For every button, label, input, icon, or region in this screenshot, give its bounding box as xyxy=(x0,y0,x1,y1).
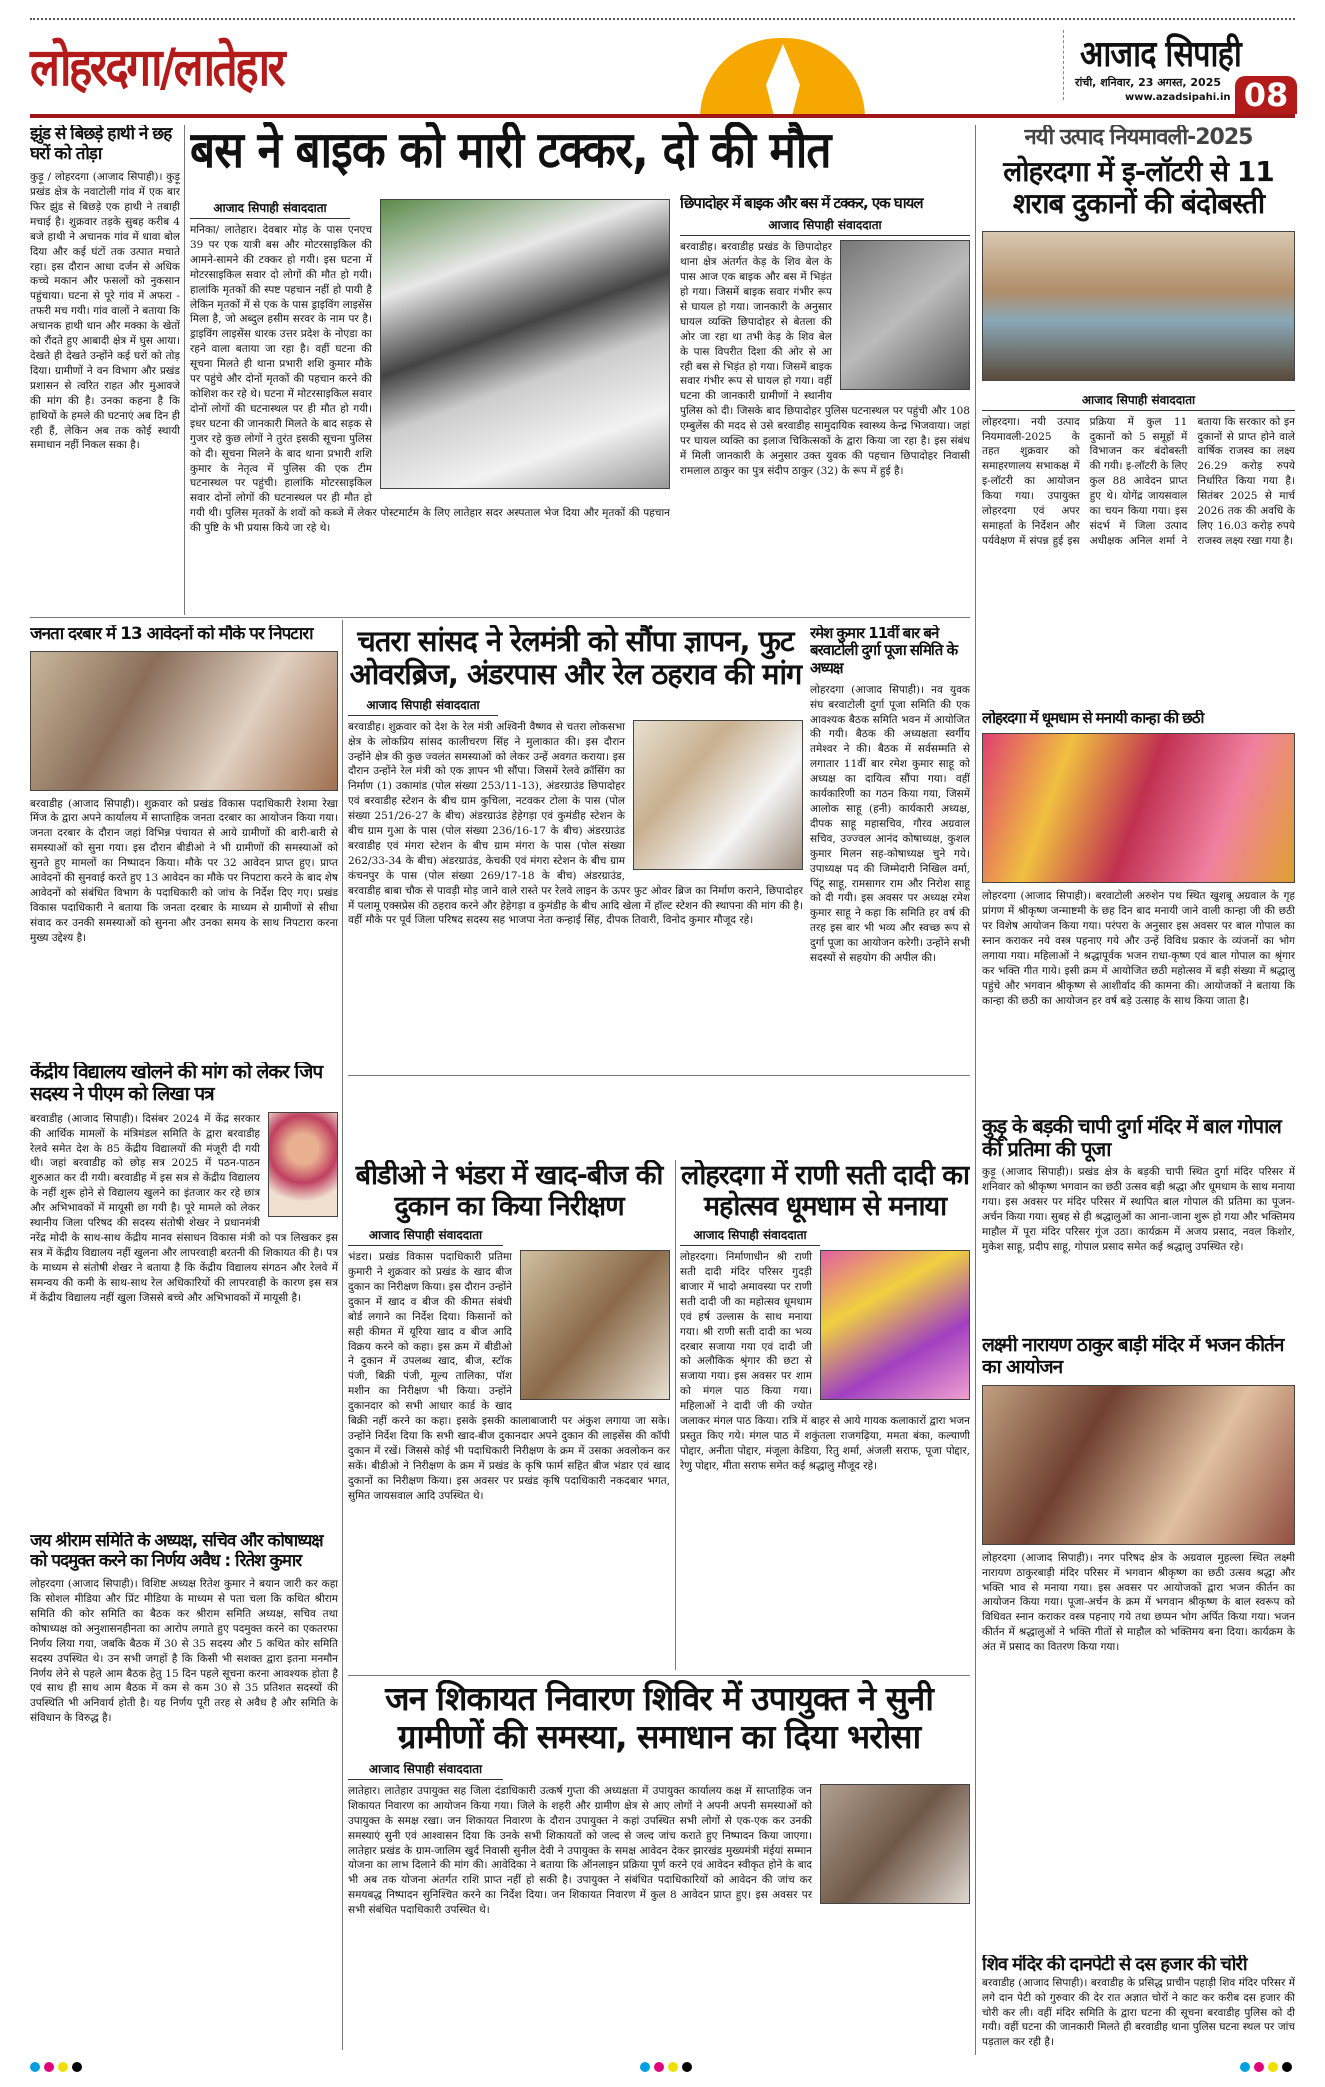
cyan-mark xyxy=(30,2062,40,2072)
column-divider xyxy=(675,1160,676,1670)
headline: कुड़ू के बड़की चापी दुर्गा मंदिर में बाल गोपाल की प्रतिमा की पूजा xyxy=(982,1115,1281,1161)
story-body-container xyxy=(680,1250,970,1474)
fertilizer-shop-photo xyxy=(520,1250,670,1400)
headline: लक्ष्मी नारायण ठाकुर बाड़ी मंदिर में भजन कीर्तन का आयोजन xyxy=(982,1335,1284,1378)
headline: चतरा सांसद ने रेलमंत्री को सौंपा ज्ञापन, फुट ओवरब्रिज, अंडरपास और रेल ठहराव की मांग xyxy=(349,625,802,692)
header-red-rule xyxy=(30,114,1295,118)
story-body-container xyxy=(30,1112,338,1306)
row-divider xyxy=(30,617,970,618)
headline: केंद्रीय विद्यालय खोलने की मांग को लेकर जिप सदस्य ने पीएम को लिखा पत्र xyxy=(30,1062,323,1105)
row-divider xyxy=(348,1075,970,1076)
column-divider xyxy=(975,125,976,2055)
byline: आजाद सिपाही संवाददाता xyxy=(348,1226,503,1246)
story-body-container xyxy=(348,1784,970,1918)
story-chatra xyxy=(348,625,803,1070)
story-body: कुड़ू / लोहरदगा (आजाद सिपाही)। कुड़ू प्रखंड क्षेत्र के नवाटोली गांव में एक बार फिर झुंड से बिछड़े एक हाथी ने तबाही मचाई है। शुक्रवार तड़के सुबह करीब 4 बजे हाथी ने अचानक गांव में धावा बोल दिया और कई घंटों तक उत्पात मचाते रहा। इस दौरान आधा दर्जन से अधिक कच्चे मकान और फसलों को नुकसान पहुंचाया। घटना से पूरे गांव में अफरा - तफरी मच गयी। गांव वालों ने बताया कि अचानक हाथी धान और मक्का के खेतों को रौंदते हुए आबादी क्षेत्र में घुस आया। देखते ही देखते उन्होंने कई घरों को तोड़ दिया। ग्रामीणों ने वन विभाग और प्रखंड प्रशासन से त्वरित राहत और मुआवजे की मांग की है। उनका कहना है कि हाथियों के हमले की घटनाएं अब दिन ही रही हैं, लेकिन अब तक कोई स्थायी समाधान नहीं निकल सका है। xyxy=(30,171,180,452)
story-body: लोहरदगा (आजाद सिपाही)। नव युवक संघ बरवाटोली दुर्गा पूजा समिति की एक आवश्यक बैठक समिति भवन में आयोजित की गयी। बैठक की अध्यक्षता स्वर्गीय तमेश्वर ने की। बैठक में सर्वसम्मति से लगातार 11वीं बार रमेश कुमार साहू को अध्यक्ष का दायित्व सौंपा गया। वहीं कार्यकारिणी का गठन किया गया, जिसमें आलोक साहू (हनी) कार्यकारी अध्यक्ष, दीपक साहू महासचिव, गौरव अग्रवाल सचिव, उज्ज्वल आनंद कोषाध्यक्ष, कुशल कुमार मिलन सह-कोषाध्यक्ष चुने गये। उपाध्यक्ष पद की जिम्मेदारी निखिल वर्मा, पिंटू साहू, रामसागर राम और निरोश साहू को दी गयी। इस अवसर पर अध्यक्ष रमेश कुमार साहू ने कहा कि समिति हर वर्ष की तरह इस बार भी भव्य और स्वच्छ रूप से दुर्गा पूजा का आयोजन करेगी। उन्होंने सभी सदस्यों से सहयोग की अपील की। xyxy=(810,683,970,965)
headline: जय श्रीराम समिति के अध्यक्ष, सचिव और कोषाध्यक्ष को पदमुक्त करने का निर्णय अवैध : रितेश कुमार xyxy=(30,1532,323,1571)
edition-date: रांची, शनिवार, 23 अगस्त, 2025 xyxy=(1075,76,1222,89)
story-body: बरवाडीह (आजाद सिपाही)। शुक्रवार को प्रखंड विकास पदाधिकारी रेशमा रेखा मिंज के द्वारा अपने कार्यालय में साप्ताहिक जनता दरबार का आयोजन किया गया। जनता दरबार के दौरान जहां विभिन्न पंचायत से आये ग्रामीणों की बारी-बारी से समस्याओं को सुना गया। इस दौरान बीडीओ ने भी ग्रामीणों की समस्याओं को सुनते हुए मामलों का निष्पादन किया। मौके पर 32 आवेदन प्राप्त हुए। प्राप्त आवेदनों की सुनवाई करते हुए 13 आवेदन का मौके पर निपटारा करने के बाद शेष आवेदनों को संबंधित विभाग के पदाधिकारी को जांच के निर्देश दिए गए। प्रखंड विकास पदाधिकारी ने बताया कि जनता दरबार के माध्यम से ग्रामीणों से सीधा संवाद कर उनकी समस्याओं को सुनना और उनका समय के साथ निपटारा करना मुख्य उद्देश्य है। xyxy=(30,797,338,944)
story-ramesh xyxy=(810,625,970,1070)
magenta-mark xyxy=(654,2062,664,2072)
headline: झुंड से बिछड़े हाथी ने छह घरों को तोड़ा xyxy=(30,125,172,164)
story-body: मनिका/ लातेहार। देवबार मोड़ के पास एनएच 39 पर एक यात्री बस और मोटरसाइकिल की आमने-सामने की टक्कर हो गयी। इस घटना में मोटरसाइकिल सवार दो लोगों की मौत हो गयी। हालांकि मृतकों की स्पष्ट पहचान नहीं हो पायी है लेकिन मृतकों में से एक के पास ड्राइविंग लाइसेंस मिला है, जो अब्दुल हसीम सरवर के नाम पर है। ड्राइविंग लाइसेंस धारक उत्तर प्रदेश के नोएडा का रहने वाला बताया जा रहा है। वहीं घटना की सूचना मिलते ही थाना प्रभारी शशि कुमार मौके पर पहुंचे और दोनों मृतकों की पहचान करने की कोशिश कर रहे थे। घटना में मोटरसाइकिल सवार दोनों लोगों की घटनास्थल पर ही मौत हो गयी। इधर घटना की जानकारी मिलते के बाद सड़क से गुजर रहे कुछ लोगों ने तुरंत इसकी सूचना पुलिस को दी। सूचना मिलने के बाद थाना प्रभारी शशि कुमार के नेतृत्व में पुलिस की एक टीम घटनास्थल पर पहुंची। हालांकि मोटरसाइकिल सवार दोनों लोगों की घटनास्थल पर ही मौत हो गयी थी। पुलिस मृतकों के शवों को कब्जे में लेकर पोस्टमार्टम के लिए लातेहार सदर अस्पताल भेज दिया और मृतकों की पहचान की पुष्टि के भी प्रयास किये जा रहे थे। xyxy=(190,224,670,535)
registration-marks-right xyxy=(1240,2062,1292,2072)
story-bdo xyxy=(348,1160,670,1670)
story-body: भंडरा। प्रखंड विकास पदाधिकारी प्रतिमा कुमारी ने शुक्रवार को प्रखंड के खाद बीज दुकान का निरीक्षण किया। इस दौरान उन्होंने दुकान में खाद व बीज की कीमत संबंधी बोर्ड लगाने का निर्देश दिया। किसानों को सही कीमत में यूरिया खाद व बीज आदि विक्रय करने को कहा। इस क्रम में बीडीओ ने दुकान में उपलब्ध खाद, बीज, स्टॉक पंजी, बिक्री पंजी, मूल्य तालिका, पॉश मशीन का निरीक्षण भी किया। उन्होंने दुकानदार को सभी आधार कार्ड के खाद बिक्री नहीं करने का कहा। इसके इसकी कालाबाजारी पर अंकुश लगाया जा सके। उन्होंने निर्देश दिया कि सभी खाद-बीज दुकानदार अपने दुकान की लाइसेंस की कॉपी दुकान में रखें। जिससे कोई भी पदाधिकारी निरीक्षण के क्रम में उसका अवलोकन कर सकें। बीडीओ ने निरीक्षण के क्रम में प्रखंड के कृषि फार्म सहित बीज भंडार एवं खाद दुकानों का निरीक्षण किया। इस अवसर पर प्रखंड कृषि पदाधिकारी नकदबार भगत, सुमित जायसवाल आदि उपस्थित थे। xyxy=(348,1251,670,1502)
story-body: बरवाडीह। बरवाडीह प्रखंड के छिपादोहर थाना क्षेत्र अंतर्गत केड़ के शिव बेल के पास आज एक बाइक और बस में भिड़ंत हो गया। जिसमें बाइक सवार गंभीर रूप से घायल हो गया। जानकारी के अनुसार घायल व्यक्ति छिपादोहर से बेतला की ओर जा रहा था तभी केड़ के शिव बेल के पास विपरीत दिशा की ओर से आ रही बस से भिड़ंत हो गया। जिसमें बाइक सवार गंभीर रूप से घायल हो गया। वहीं घटना की जानकारी ग्रामीणों ने स्थानीय पुलिस को दी। जिसके बाद छिपादोहर पुलिस घटनास्थल पर पहुंची और 108 एम्बुलेंस की मदद से उसे बरवाडीह सामुदायिक स्वास्थ्य केन्द्र भिजवाया। जहां पर घायल व्यक्ति का इलाज चिकित्सकों के द्वारा किया जा रहा है। इस संबंध में मिली जानकारी के अनुसार उक्त युवक की पहचान छिपादोहर निवासी रामलाल ठाकुर का पुत्र संदीप ठाकुर (32) के रूप में हुई है। xyxy=(680,241,970,477)
story-body: लातेहार। लातेहार उपायुक्त सह जिला दंडाधिकारी उत्कर्ष गुप्ता की अध्यक्षता में उपायुक्त कार्यालय कक्ष में साप्ताहिक जन शिकायत निवारण का आयोजन किया गया। जिले के शहरी और ग्रामीण क्षेत्र से आए लोगों ने अपनी अपनी समस्याओं को उपायुक्त के समक्ष रखा। जन शिकायत निवारण के दौरान उपायुक्त ने कहां उपस्थित सभी लोगों से एक-एक कर उनकी समस्याएं सुनी एवं आश्वासन दिया कि उनके सभी शिकायतों को जल्द से जल्द जांच कराते हुए निष्पादन किया जाएगा। लातेहार प्रखंड के ग्राम-जालिम खुर्द निवासी सुनील देवी ने उपायुक्त के समक्ष आवेदन देकर झारखंड मुख्यमंत्री मंईयां सम्मान योजना का लाभ दिलाने की मांग की। आवेदिका ने बताया कि ऑनलाइन प्रक्रिया पूर्ण करने एवं आवेदन स्वीकृत होने के बाद भी अब तक योजना अंतर्गत राशि प्राप्त नहीं हो सकी है। उपायुक्त ने संबंधित पदाधिकारियों को आवेदन की जांच कर समयबद्ध निष्पादन सुनिश्चित करने का निर्देश दिया। जन शिकायत निवारण में कुल 8 आवेदन प्राप्त हुए। इस अवसर पर सभी संबंधित पदाधिकारी उपस्थित थे। xyxy=(348,1784,812,1917)
story-body: लोहरदगा। निर्माणाधीन श्री राणी सती दादी मंदिर परिसर गुदड़ी बाजार में भादो अमावस्या पर राणी सती दादी जी का महोत्सव धूमधाम एवं हर्ष उल्लास के साथ मनाया गया। श्री राणी सती दादी का भव्य दरबार सजाया गया एवं दादी जी को अलौकिक श्रृंगार की छटा से सजाया गया। इस अवसर पर शाम को मंगल पाठ किया गया। महिलाओं ने दादी जी की ज्योत जलाकर मंगल पाठ किया। रात्रि में बाहर से आये गायक कलाकारों द्वारा भजन प्रस्तुत किए गये। मंगल पाठ में शकुंतला राजगढ़िया, ममता बंका, कल्याणी पोद्दार, अनीता पोद्दार, मंजूला केडिया, रितु शर्मा, अंजली सराफ, पूजा पोद्दार, रेणु पोद्दार, मीता सराफ समेत कई श्रद्धालु मौजूद रहे। xyxy=(680,1251,970,1472)
headline: बस ने बाइक को मारी टक्कर, दो की मौत xyxy=(190,122,831,179)
story-body: बरवाडीह (आजाद सिपाही)। बरवाडीह के प्रसिद्ध प्राचीन पहाड़ी शिव मंदिर परिसर में लगे दान पेटी को गुरुवार की देर रात अज्ञात चोरों ने काट कर करीब दस हजार की चोरी कर ली। वहीं मंदिर समिति के द्वारा घटना की सूचना बरवाडीह पुलिस को दी गयी। वहीं घटना की जानकारी मिलते ही बरवाडीह थाना पुलिस घटना स्थल पर जांच पड़ताल कर रही है। xyxy=(982,1976,1295,2049)
rani-sati-darbar-photo xyxy=(820,1250,970,1400)
byline: आजाद सिपाही संवाददाता xyxy=(190,199,350,219)
lottery-meeting-photo xyxy=(982,231,1295,381)
member-portrait-photo xyxy=(268,1112,338,1217)
bike-accident-photo xyxy=(840,240,970,390)
story-jan-shikayat xyxy=(348,1680,970,2055)
headline: बीडीओ ने भंडरा में खाद-बीज की दुकान का किया निरीक्षण xyxy=(355,1160,663,1223)
byline: आजाद सिपाही संवाददाता xyxy=(982,391,1295,411)
yellow-mark xyxy=(58,2062,68,2072)
column-divider xyxy=(342,620,343,2050)
story-shiv xyxy=(982,1955,1295,2055)
story-ranisati xyxy=(680,1160,970,1670)
story-darbar xyxy=(30,625,338,1055)
story-body: बरवाडीह (आजाद सिपाही)। दिसंबर 2024 में केंद्र सरकार की आर्थिक मामलों के मंत्रिमंडल समिति के द्वारा बरवाडीह रेलवे समेत देश के 85 केंद्रीय विद्यालयों की मंजूरी दी गयी थी। जहां बरवाडीह को छोड़ सत्र 2025 में पठन-पाठन शुरुआत कर दी गयी। बरवाडीह में इस सत्र से केंद्रीय विद्यालय के नहीं शुरू होने से विद्यालय खुलने का इंतजार कर रहे छात्र और अभिभावकों में मायूसी छा गयी है। पूरे मामले को लेकर स्थानीय जिला परिषद की सदस्य संतोषी शेखर ने प्रधानमंत्री नरेंद्र मोदी के साथ-साथ केंद्रीय मानव संसाधन विकास मंत्री को पत्र लिखकर इस सत्र में केंद्रीय विद्यालय नहीं खुलना और लापरवाही बरतनी की शिकायत की है। पत्र के माध्यम से संतोषी शेखर ने बताया है कि केंद्रीय विद्यालय संगठन और रेलवे में समन्वय की कमी के साथ-साथ रेल अधिकारियों की लापरवाही के कारण इस सत्र में केंद्रीय विद्यालय नहीं खुला जिससे बच्चे और अभिभावकों में मायूसी है। xyxy=(30,1112,338,1304)
story-elephant xyxy=(30,125,180,615)
grievance-camp-photo xyxy=(820,1784,970,1904)
story-body: लोहरदगा (आजाद सिपाही)। विशिष्ट अध्यक्ष रितेश कुमार ने बयान जारी कर कहा कि सोशल मीडिया और प्रिंट मीडिया के माध्यम से पता चला कि कथित श्रीराम समिति की कोर समिति का बैठक कर श्रीराम समिति अध्यक्ष, सचिव तथा कोषाध्यक्ष को अनुशासनहीनता का आरोप लगाते हुए पदमुक्त करने का एकतरफा निर्णय लिया गया, जबकि बैठक में 30 से 35 सदस्य और 5 कथित कोर समिति सदस्य उपस्थित थे। उन सभी जगहों है कि किसी भी सशक्त द्वारा इतना मनमौन निर्णय लेने से पहले आम बैठक हेतु 15 दिन पहले सूचना करना आवश्यक होता है एवं साथ ही साथ आम बैठक में कम से कम 30 से 35 प्रतिशत सदस्यों की उपस्थिति भी अनिवार्य होती है। यह निर्णय पूरी तरह से अवैध है और समिति के संविधान के विरुद्ध है। xyxy=(30,1578,338,1725)
headline: रमेश कुमार 11वीं बार बने बरवाटोली दुर्गा पूजा समिति के अध्यक्ष xyxy=(810,625,958,677)
newspaper-brand: आजाद सिपाही xyxy=(1080,34,1241,75)
page-number: 08 xyxy=(1235,76,1297,114)
yellow-mark xyxy=(1268,2062,1278,2072)
janta-darbar-photo xyxy=(30,651,338,791)
black-mark xyxy=(682,2062,692,2072)
story-body: लोहरदगा (आजाद सिपाही)। बरवाटोली अरुशेन पथ स्थित खुशबू अग्रवाल के गृह प्रांगण में श्रीकृष्ण जन्माष्टमी के छह दिन बाद मनायी जाने वाली कान्हा जी की छठी पर विशेष आयोजन किया गया। परंपरा के अनुसार इस अवसर पर बाल गोपाल का स्नान कराकर नये वस्त्र पहनाए गये और उन्हें विविध प्रकार के व्यंजनों का भोग लगाया गया। महिलाओं ने श्रद्धापूर्वक भजन राधा-कृष्ण एवं बाल गोपाल का श्रृंगार कर भक्ति गीत गाये। इसी क्रम में आयोजित छठी महोत्सव में बड़ी संख्या में श्रद्धालु पहुंचे और भगवान श्रीकृष्ण से आशीर्वाद की कामना की। आयोजकों ने बताया कि कान्हा की छठी का आयोजन हर वर्ष बड़े उत्साह के साथ किया जाता है। xyxy=(982,890,1295,1007)
story-bus-headline xyxy=(190,122,970,192)
headline: जन शिकायत निवारण शिविर में उपायुक्त ने सुनी ग्रामीणों की समस्या, समाधान का दिया भरोसा xyxy=(385,1680,933,1756)
magenta-mark xyxy=(1254,2062,1264,2072)
story-chipadohar xyxy=(680,195,970,615)
story-body-container xyxy=(348,1250,670,1503)
story-kudu xyxy=(982,1115,1295,1330)
registration-marks-left xyxy=(30,2062,82,2072)
story-body-container xyxy=(348,720,803,929)
headline: छिपादोहर में बाइक और बस में टक्कर, एक घायल xyxy=(680,195,923,212)
story-body: कुड़ू (आजाद सिपाही)। प्रखंड क्षेत्र के बड़की चापी स्थित दुर्गा मंदिर परिसर में शनिवार को श्रीकृष्ण भगवान का छठी उत्सव बड़ी श्रद्धा और धूमधाम के साथ मनाया गया। इस अवसर पर मंदिर परिसर में स्थापित बाल गोपाल की प्रतिमा का पूजन-अर्चन किया गया। सुबह से ही श्रद्धालुओं का आना-जाना शुरू हो गया और भक्तिमय माहौल में पूरा मंदिर परिसर गूंज उठा। कार्यक्रम में अजय प्रसाद, नवल किशोर, मुकेश साहू, प्रदीप साहू, गोपाल प्रसाद समेत कई श्रद्धालु उपस्थित रहे। xyxy=(982,1166,1295,1253)
kanha-chhathi-photo xyxy=(982,733,1295,883)
headline: लोहरदगा में इ-लॉटरी से 11 शराब दुकानों की बंदोबस्ती xyxy=(1003,155,1274,221)
story-body-container xyxy=(190,223,670,536)
top-rule xyxy=(30,18,1295,20)
byline: आजाद सिपाही संवाददाता xyxy=(680,1226,820,1246)
kicker: नयी उत्पाद नियमावली-2025 xyxy=(1024,125,1253,150)
byline: आजाद सिपाही संवाददाता xyxy=(348,1760,503,1780)
byline: आजाद सिपाही संवाददाता xyxy=(680,216,970,236)
bus-accident-photo xyxy=(380,199,670,489)
story-body: लोहरदगा। नयी उत्पाद नियमावली-2025 के तहत शुक्रवार को समाहरणालय सभाकक्ष में इ-लॉटरी का आयोजन किया गया। उपायुक्त लोहरदगा एवं अपर समाहर्ता के निर्देशन और पर्यवेक्षण में संपन्न हुई इस प्रक्रिया में कुल 11 दुकानों को 5 समूहों में विभाजन कर बंदोबस्ती की गयी। इ-लॉटरी के लिए कुल 88 आवेदन प्राप्त हुए थे। योगेंद्र जायसवाल का चयन किया गया। इस संदर्भ में जिला उत्पाद अधीक्षक अनिल शर्मा ने बताया कि सरकार को इन दुकानों से प्राप्त होने वाले वार्षिक राजस्व का लक्ष्य 26.29 करोड़ रुपये निर्धारित किया गया है। सितंबर 2025 से मार्च 2026 तक की अवधि के लिए 16.03 करोड़ रुपये राजस्व लक्ष्य रखा गया है। xyxy=(982,415,1295,547)
headline: शिव मंदिर की दानपेटी से दस हजार की चोरी xyxy=(982,1955,1247,1975)
website: www.azadsipahi.in xyxy=(1125,92,1231,103)
headline: लोहरदगा में राणी सती दादी का महोत्सव धूमधाम से मनाया xyxy=(681,1160,969,1223)
headline: लोहरदगा में धूमधाम से मनायी कान्हा की छठी xyxy=(982,710,1204,727)
story-lakshmi xyxy=(982,1335,1295,1950)
bhajan-kirtan-photo xyxy=(982,1385,1295,1545)
headline: जनता दरबार में 13 आवेदनों को मौके पर निपटारा xyxy=(30,625,313,644)
story-kendriya-vidyalaya xyxy=(30,1062,338,1527)
pen-nib-icon xyxy=(766,44,800,118)
story-kanha xyxy=(982,710,1295,1110)
registration-marks-center xyxy=(640,2062,692,2072)
yellow-mark xyxy=(668,2062,678,2072)
mp-meets-railminister-photo xyxy=(633,720,803,870)
byline: आजाद सिपाही संवाददाता xyxy=(348,696,498,716)
story-body-container xyxy=(680,240,970,479)
story-jaishriram xyxy=(30,1532,338,2052)
story-bus xyxy=(190,195,670,615)
pen-nib-logo xyxy=(700,38,865,118)
header-divider xyxy=(1063,30,1064,100)
black-mark xyxy=(72,2062,82,2072)
cyan-mark xyxy=(640,2062,650,2072)
section-title: लोहरदगा/लातेहार xyxy=(30,38,284,98)
row-divider xyxy=(348,1675,970,1676)
story-body: बरवाडीह। शुक्रवार को देश के रेल मंत्री अश्विनी वैष्णव से चतरा लोकसभा क्षेत्र के लोकप्रिय सांसद कालीचरण सिंह ने मुलाकात की। इस दौरान उन्होंने क्षेत्र की कुछ ज्वलंत समस्याओं को लेकर उन्हें अवगत कराया। इस दौरान उन्होंने रेल मंत्री को एक ज्ञापन भी सौंपा। जिसमें रेलवे क्रॉसिंग का निर्माण (1) उकामांड (पोल संख्या 253/11-13), अंडरग्राउंड छिपादोहर एवं बरवाडीह स्टेशन के बीच ग्राम कुचिला, नटवकर टोला के पास (पोल संख्या 251/26-27 के बीच) अंडरग्राउंड हेहेगड़ा एवं कुमंडीह स्टेशन के बीच ग्राम गुआ के पास (पोल संख्या 236/16-17 के बीच) अंडरग्राउंड बरवाडीह एवं मंगरा स्टेशन के बीच ग्राम मंगरा के पास (पोल संख्या 262/33-34 के बीच) अंडरग्राउंड, केचकी एवं मंगरा स्टेशन के बीच ग्राम कंचनपुर के पास (पोल संख्या 269/17-18 के बीच) अंडरग्राउंड, बरवाडीह बाबा चौक से पावड़ी मोड़ जाने वाले रास्ते पर रेलवे लाइन के ऊपर फुट ओवर ब्रिज का निर्माण कराने, छिपादोहर में पलामू एक्सप्रेस की ठहराव करने और हेहेगड़ा व कुमंडीह के बीच आदि खेला में हॉल्ट स्टेशन की स्थापना की मांग की है। वहीं मौके पर पूर्व जिला परिषद सदस्य सह भाजपा नेता कन्हाई सिंह, दीपक तिवारी, विनोद कुमार मौजूद रहे। xyxy=(348,720,803,927)
column-divider xyxy=(184,125,185,615)
black-mark xyxy=(1282,2062,1292,2072)
magenta-mark xyxy=(44,2062,54,2072)
cyan-mark xyxy=(1240,2062,1250,2072)
story-body: लोहरदगा (आजाद सिपाही)। नगर परिषद क्षेत्र के अग्रवाल मुहल्ला स्थित लक्ष्मी नारायण ठाकुरबाड़ी मंदिर परिसर में भगवान श्रीकृष्ण का छठी उत्सव श्रद्धा और भक्ति भाव से मनाया गया। इस अवसर पर आयोजकों द्वारा भजन कीर्तन का आयोजन किया गया। पूजा-अर्चन के क्रम में भगवान श्रीकृष्ण के बाल स्वरूप को विधिवत स्नान कराकर वस्त्र पहनाए गये तथा छप्पन भोग अर्पित किया गया। भजन कीर्तन में श्रद्धालुओं ने भक्ति गीतों से माहौल को भक्तिमय बना दिया। कार्यक्रम के अंत में प्रसाद का वितरण किया गया। xyxy=(982,1551,1295,1654)
story-excise xyxy=(982,125,1295,705)
